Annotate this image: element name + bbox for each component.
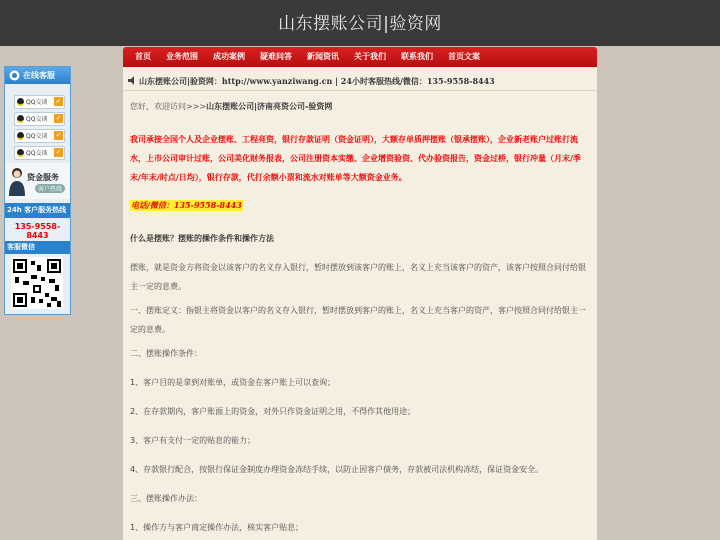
nav-item-services[interactable]: 业务范围 [166,52,198,61]
article-heading: 什么是摆账？摆账的操作条件和操作方法 [130,234,274,243]
widget-title: 在线客服 [23,71,55,80]
qq-chat-label: QQ交谈 [26,133,48,140]
qq-chat-label: QQ交谈 [26,116,48,123]
penguin-icon [17,115,24,123]
qq-chat-label: QQ交谈 [26,150,48,157]
qq-chat-button[interactable] [14,95,65,109]
qq-chat-button[interactable] [14,112,65,126]
article-paragraph: 3、客户有支付一定的贴息的能力； [130,436,256,445]
article-paragraph: 二、摆账操作条件： [130,349,202,358]
nav-item-cases[interactable]: 成功案例 [213,52,245,61]
nav-item-home[interactable]: 首页 [135,52,151,61]
article-paragraph: 摆账，就是资金方将资金以该客户的名义存入银行，暂时摆放到该客户的账上，名义上充当该客户的资产，该客户按照合同付给银主一定的息费。 [130,263,586,291]
welcome-prefix: 您好，欢迎访问>>> [130,102,207,111]
nav-item-faq[interactable]: 疑难问答 [260,52,292,61]
hotline-number[interactable]: 135-9558-8443 [14,222,61,240]
breadcrumb [130,101,332,112]
wechat-header: 客服微信 [5,241,70,254]
info-bar-text: 山东摆账公司|验资网：http://www.yanziwang.cn | 24小时客服热线/微信：135-9558-8443 [139,76,495,86]
widget-header [5,67,70,84]
nav-item-contact[interactable]: 联系我们 [401,52,433,61]
info-bar [123,72,597,91]
article-paragraph: 4、存款银行配合，按银行保证金制度办理资金冻结手续，以防止因客户债务，存款被司法机构冻结，保证资金安全。 [130,465,544,474]
site-title: 山东摆账公司|验资网 [278,14,442,34]
hotline-header: 24h 客户服务热线 [5,203,70,218]
online-service-widget [4,66,71,315]
top-header [0,0,720,46]
service-banner [5,163,70,199]
article-paragraph: 三、摆账操作办法： [130,494,202,503]
check-icon: ✓ [55,114,62,122]
qq-chat-label: QQ交谈 [26,99,48,106]
qq-chat-button[interactable] [14,146,65,160]
penguin-icon [17,149,24,157]
qq-chat-button[interactable] [14,129,65,143]
wechat-qr-code-icon [11,257,63,309]
service-subtitle: 客户热线 [35,184,65,193]
check-icon: ✓ [55,148,62,156]
check-icon: ✓ [55,97,62,105]
phone-highlight: 电话/微信：135-9558-8443 [131,200,242,210]
article-paragraph: 1、客户目的是拿到对账单，或资金在客户账上可以查询； [130,378,336,387]
check-icon: ✓ [55,131,62,139]
article-paragraph: 一、摆账定义：指银主将资金以客户的名义存入银行，暂时摆放到客户的账上，名义上充当客户的资产，客户按照合同付给银主一定的息费。 [130,306,586,334]
nav-item-news[interactable]: 新闻资讯 [307,52,339,61]
article-paragraph: 2、在存款期内，客户账面上的资金，对外只作资金证明之用，不得作其他用途； [130,407,416,416]
penguin-icon [17,98,24,106]
intro-text: 我司承接全国个人及企业摆账、工程亮资，银行存款证明（资金证明），大额存单质押摆账（银承摆账），企业新老账户过账打流水，上市公司审计过账，公司美化财务报表，公司注册资本实缴、企业增资验资、代办验资报告，资金过桥，银行冲量（月末/季末/年末/时点/日均），银行存款，代打余额小票和流水对账单等大额资金业务。 [130,135,581,182]
headset-icon [9,70,20,81]
breadcrumb-link[interactable]: 山东摆账公司|济南亮资公司-验资网 [206,102,333,111]
penguin-icon [17,132,24,140]
service-title: 资金服务 [27,173,59,182]
agent-avatar-icon [8,166,26,196]
nav-item-copy[interactable]: 首页文案 [448,52,480,61]
nav-item-about[interactable]: 关于我们 [354,52,386,61]
article-paragraph: 1、操作方与客户商定操作办法，核实客户贴息； [130,523,304,532]
main-nav [123,47,597,67]
speaker-icon [128,76,136,85]
